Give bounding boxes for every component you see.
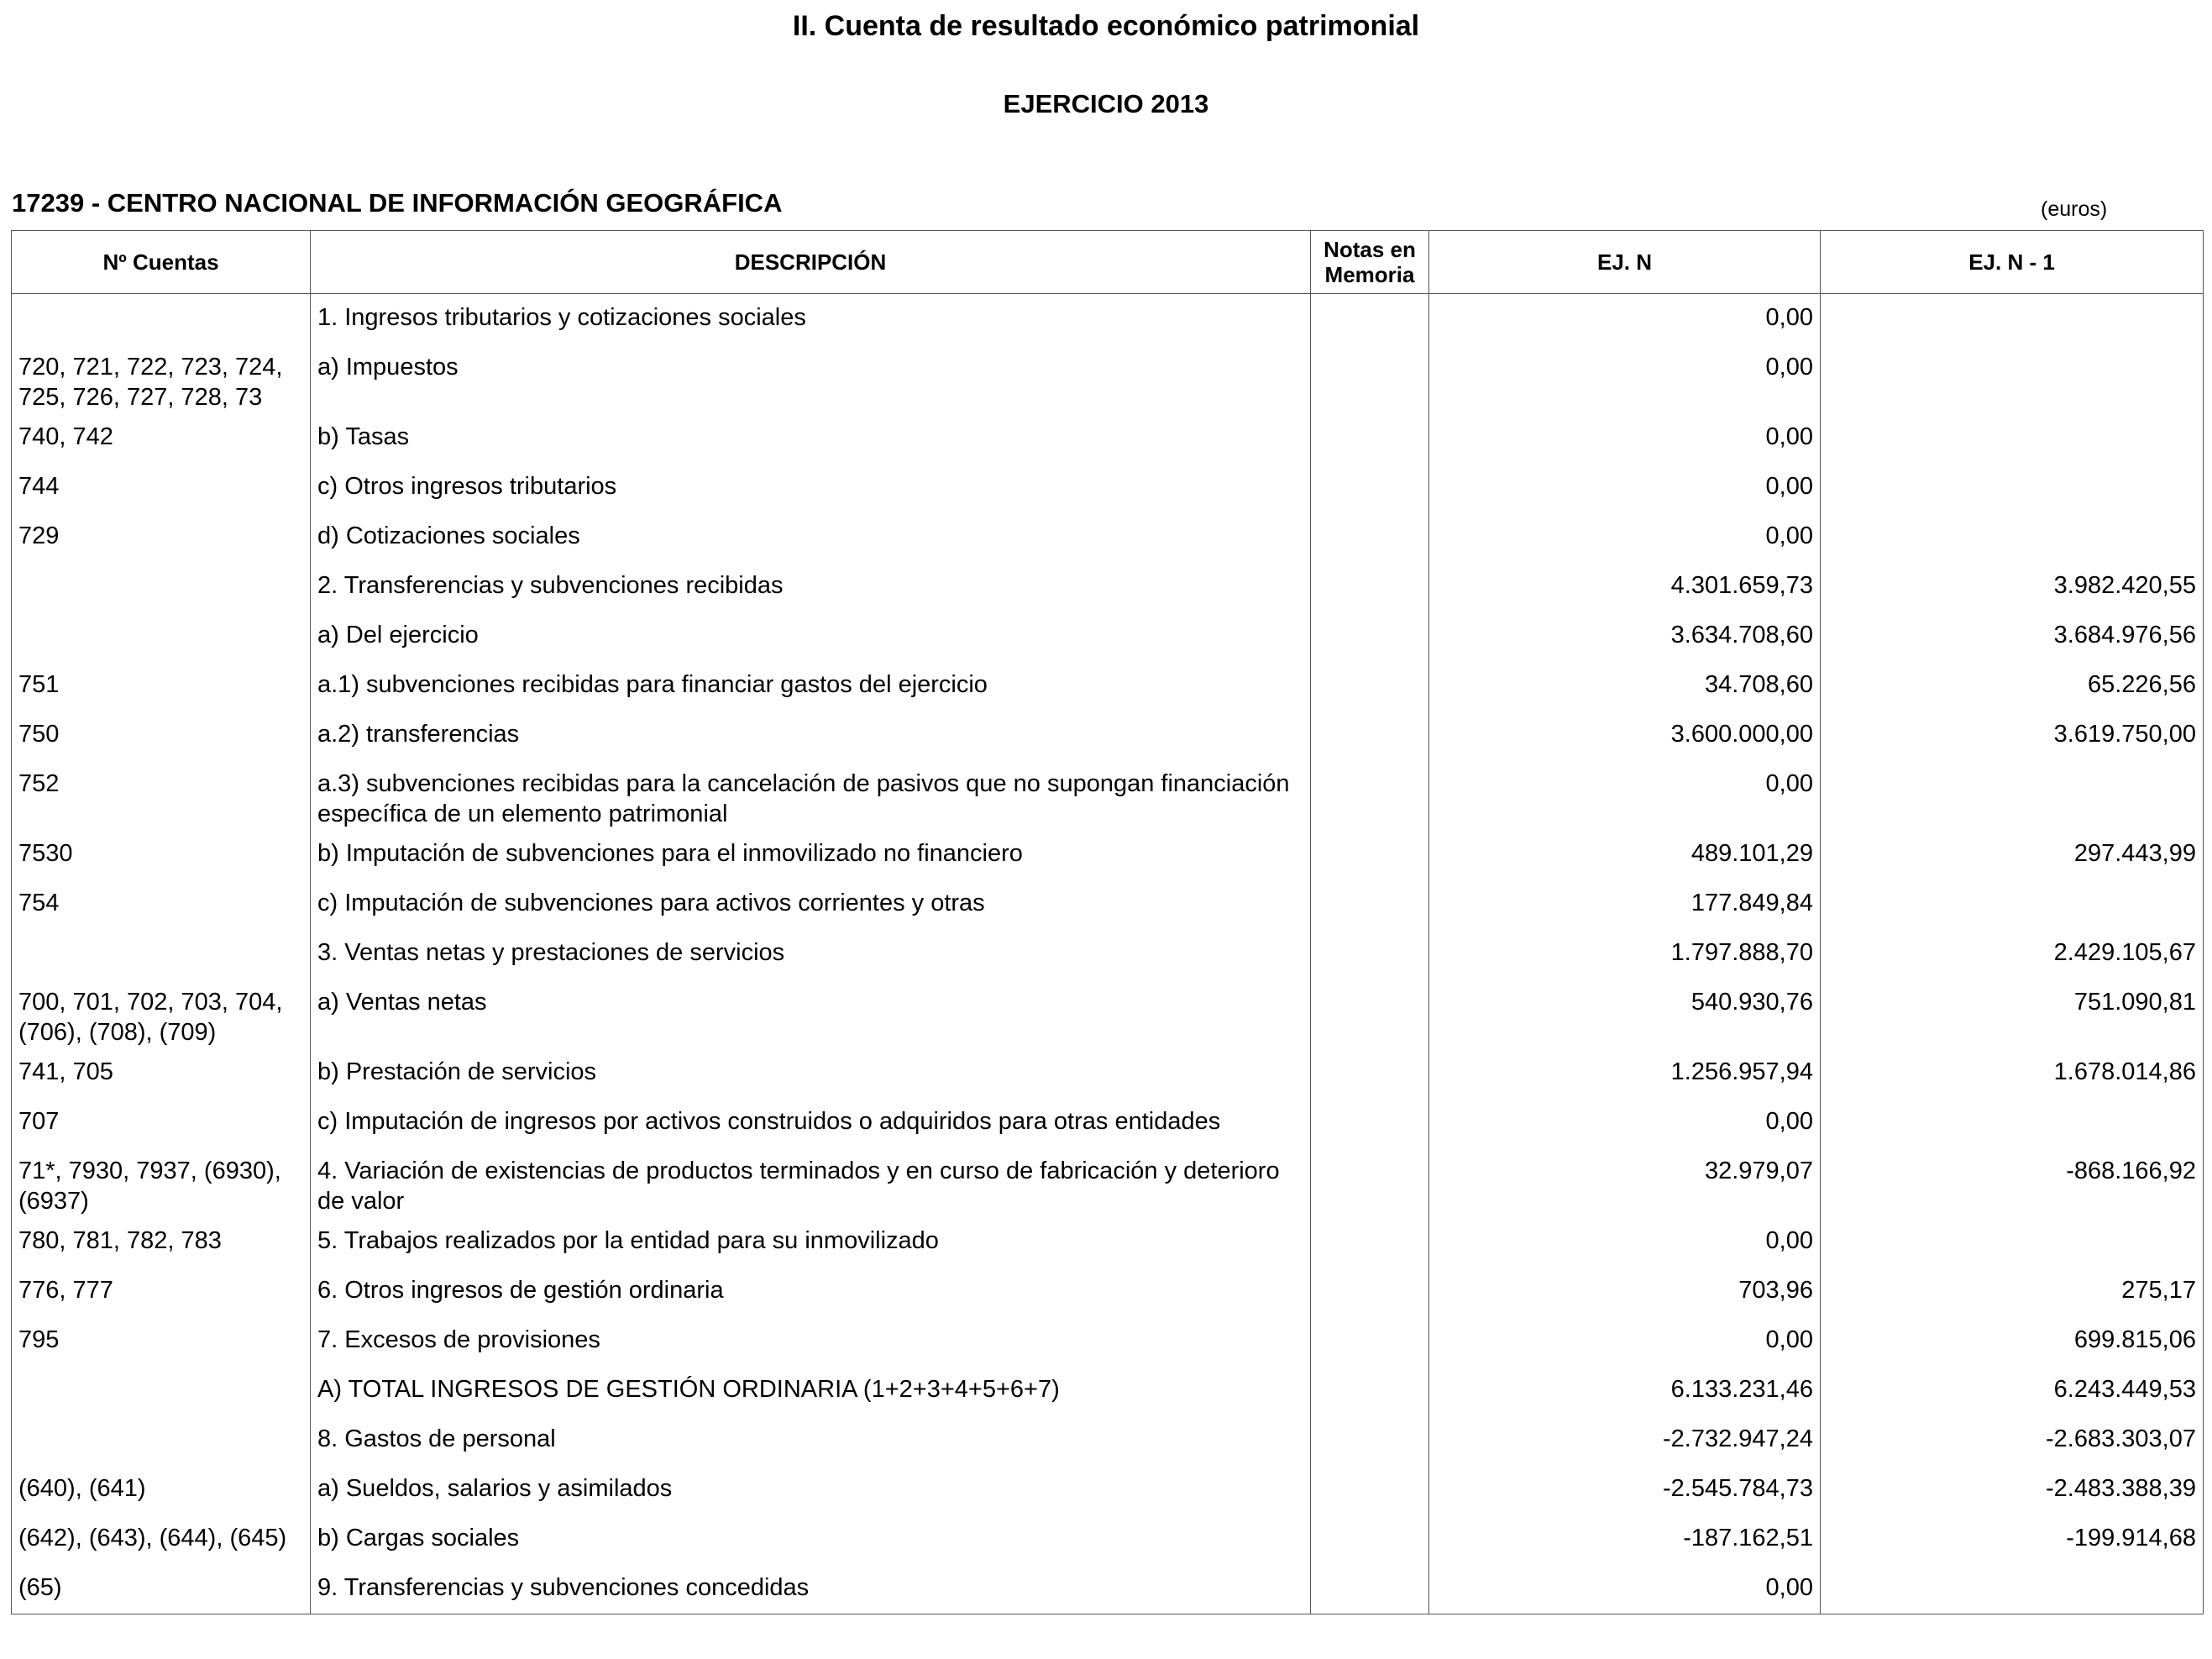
table-row xyxy=(12,465,2204,514)
current-year-amount: -2.545.784,73 xyxy=(1429,1467,1821,1516)
description-cell: 4. Variación de existencias de productos terminados y en curso de fabricación y deterioro de valor xyxy=(311,1149,1311,1219)
description-cell: c) Imputación de subvenciones para activos corrientes y otras xyxy=(311,881,1311,931)
notes-cell xyxy=(1311,1268,1429,1318)
notes-cell xyxy=(1311,345,1429,415)
entity-name: 17239 - CENTRO NACIONAL DE INFORMACIÓN GEOGRÁFICA xyxy=(12,188,783,218)
account-codes-cell: 780, 781, 782, 783 xyxy=(12,1219,311,1268)
current-year-amount: 0,00 xyxy=(1429,762,1821,832)
header-current-year: EJ. N xyxy=(1429,231,1821,294)
account-codes-cell: 700, 701, 702, 703, 704, (706), (708), (709) xyxy=(12,980,311,1050)
fiscal-year-label: EJERCICIO 2013 xyxy=(1003,89,1209,118)
notes-cell xyxy=(1311,1417,1429,1467)
current-year-amount: 0,00 xyxy=(1429,415,1821,465)
account-codes-cell: (642), (643), (644), (645) xyxy=(12,1516,311,1566)
previous-year-amount: 699.815,06 xyxy=(1821,1318,2204,1368)
table-row xyxy=(12,1318,2204,1368)
current-year-amount: 4.301.659,73 xyxy=(1429,564,1821,613)
table-row xyxy=(12,1467,2204,1516)
notes-cell xyxy=(1311,1516,1429,1566)
current-year-amount: 0,00 xyxy=(1429,514,1821,564)
account-codes-cell: 751 xyxy=(12,663,311,712)
account-codes-cell xyxy=(12,294,311,346)
table-row xyxy=(12,514,2204,564)
table-row xyxy=(12,1566,2204,1614)
table-row xyxy=(12,1516,2204,1566)
header-accounts: Nº Cuentas xyxy=(12,231,311,294)
document-title: II. Cuenta de resultado económico patrimonial xyxy=(792,10,1420,42)
previous-year-amount: 1.678.014,86 xyxy=(1821,1050,2204,1100)
previous-year-amount xyxy=(1821,881,2204,931)
table-row xyxy=(12,1368,2204,1417)
header-notes-line1: Notas en xyxy=(1324,237,1416,262)
current-year-amount: 0,00 xyxy=(1429,1566,1821,1614)
table-row xyxy=(12,1219,2204,1268)
account-codes-cell xyxy=(12,613,311,663)
description-cell: a) Ventas netas xyxy=(311,980,1311,1050)
previous-year-amount: 6.243.449,53 xyxy=(1821,1368,2204,1417)
notes-cell xyxy=(1311,881,1429,931)
previous-year-amount: -199.914,68 xyxy=(1821,1516,2204,1566)
notes-cell xyxy=(1311,415,1429,465)
current-year-amount: 1.797.888,70 xyxy=(1429,931,1821,980)
table-row xyxy=(12,1050,2204,1100)
previous-year-amount: -868.166,92 xyxy=(1821,1149,2204,1219)
notes-cell xyxy=(1311,712,1429,762)
current-year-amount: 34.708,60 xyxy=(1429,663,1821,712)
current-year-amount: 703,96 xyxy=(1429,1268,1821,1318)
current-year-amount: 489.101,29 xyxy=(1429,832,1821,881)
description-cell: b) Tasas xyxy=(311,415,1311,465)
notes-cell xyxy=(1311,931,1429,980)
description-cell: a) Del ejercicio xyxy=(311,613,1311,663)
notes-cell xyxy=(1311,1318,1429,1368)
account-codes-cell: 720, 721, 722, 723, 724, 725, 726, 727, 728, 73 xyxy=(12,345,311,415)
previous-year-amount xyxy=(1821,345,2204,415)
previous-year-amount xyxy=(1821,1100,2204,1149)
notes-cell xyxy=(1311,564,1429,613)
previous-year-amount xyxy=(1821,415,2204,465)
account-codes-cell: 754 xyxy=(12,881,311,931)
previous-year-amount xyxy=(1821,762,2204,832)
table-body xyxy=(12,294,2204,1614)
table-row xyxy=(12,832,2204,881)
notes-cell xyxy=(1311,465,1429,514)
notes-cell xyxy=(1311,1149,1429,1219)
description-cell: a) Sueldos, salarios y asimilados xyxy=(311,1467,1311,1516)
account-codes-cell: 750 xyxy=(12,712,311,762)
table-row xyxy=(12,712,2204,762)
previous-year-amount xyxy=(1821,294,2204,346)
previous-year-amount: 297.443,99 xyxy=(1821,832,2204,881)
notes-cell xyxy=(1311,832,1429,881)
account-codes-cell: 71*, 7930, 7937, (6930), (6937) xyxy=(12,1149,311,1219)
description-cell: b) Cargas sociales xyxy=(311,1516,1311,1566)
description-cell: a.1) subvenciones recibidas para financiar gastos del ejercicio xyxy=(311,663,1311,712)
account-codes-cell: 729 xyxy=(12,514,311,564)
previous-year-amount: 275,17 xyxy=(1821,1268,2204,1318)
current-year-amount: 0,00 xyxy=(1429,1100,1821,1149)
description-cell: 3. Ventas netas y prestaciones de servicios xyxy=(311,931,1311,980)
current-year-amount: 540.930,76 xyxy=(1429,980,1821,1050)
previous-year-amount xyxy=(1821,1219,2204,1268)
current-year-amount: -187.162,51 xyxy=(1429,1516,1821,1566)
table-row xyxy=(12,345,2204,415)
notes-cell xyxy=(1311,980,1429,1050)
account-codes-cell xyxy=(12,564,311,613)
currency-units: (euros) xyxy=(2041,197,2108,221)
header-notes-line2: Memoria xyxy=(1324,262,1415,287)
notes-cell xyxy=(1311,1100,1429,1149)
table-row xyxy=(12,1268,2204,1318)
table-row xyxy=(12,1149,2204,1219)
previous-year-amount: 2.429.105,67 xyxy=(1821,931,2204,980)
account-codes-cell: (640), (641) xyxy=(12,1467,311,1516)
description-cell: b) Prestación de servicios xyxy=(311,1050,1311,1100)
description-cell: 6. Otros ingresos de gestión ordinaria xyxy=(311,1268,1311,1318)
current-year-amount: 1.256.957,94 xyxy=(1429,1050,1821,1100)
description-cell: c) Imputación de ingresos por activos construidos o adquiridos para otras entidades xyxy=(311,1100,1311,1149)
table-row xyxy=(12,294,2204,346)
previous-year-amount xyxy=(1821,465,2204,514)
table-row xyxy=(12,613,2204,663)
description-cell: a) Impuestos xyxy=(311,345,1311,415)
current-year-amount: 0,00 xyxy=(1429,1318,1821,1368)
account-codes-cell: 7530 xyxy=(12,832,311,881)
current-year-amount: -2.732.947,24 xyxy=(1429,1417,1821,1467)
table-row xyxy=(12,762,2204,832)
account-codes-cell xyxy=(12,1368,311,1417)
header-previous-year: EJ. N - 1 xyxy=(1821,231,2204,294)
description-cell: a.3) subvenciones recibidas para la cancelación de pasivos que no supongan financiación específica de un elemento patrimonial xyxy=(311,762,1311,832)
notes-cell xyxy=(1311,663,1429,712)
notes-cell xyxy=(1311,1467,1429,1516)
table-header-row xyxy=(12,231,2204,294)
header-description: DESCRIPCIÓN xyxy=(311,231,1311,294)
current-year-amount: 0,00 xyxy=(1429,345,1821,415)
description-cell: 5. Trabajos realizados por la entidad para su inmovilizado xyxy=(311,1219,1311,1268)
table-row xyxy=(12,1100,2204,1149)
table-row xyxy=(12,931,2204,980)
account-codes-cell: 741, 705 xyxy=(12,1050,311,1100)
previous-year-amount xyxy=(1821,1566,2204,1614)
description-cell: c) Otros ingresos tributarios xyxy=(311,465,1311,514)
description-cell: a.2) transferencias xyxy=(311,712,1311,762)
current-year-amount: 0,00 xyxy=(1429,465,1821,514)
notes-cell xyxy=(1311,294,1429,346)
account-codes-cell: 752 xyxy=(12,762,311,832)
account-codes-cell xyxy=(12,931,311,980)
account-codes-cell: 795 xyxy=(12,1318,311,1368)
previous-year-amount: 3.619.750,00 xyxy=(1821,712,2204,762)
header-notes xyxy=(1311,231,1429,294)
notes-cell xyxy=(1311,762,1429,832)
previous-year-amount: 751.090,81 xyxy=(1821,980,2204,1050)
table-row xyxy=(12,881,2204,931)
description-cell: 8. Gastos de personal xyxy=(311,1417,1311,1467)
current-year-amount: 32.979,07 xyxy=(1429,1149,1821,1219)
previous-year-amount: -2.683.303,07 xyxy=(1821,1417,2204,1467)
current-year-amount: 3.634.708,60 xyxy=(1429,613,1821,663)
description-cell: b) Imputación de subvenciones para el inmovilizado no financiero xyxy=(311,832,1311,881)
account-codes-cell xyxy=(12,1417,311,1467)
notes-cell xyxy=(1311,1050,1429,1100)
table-row xyxy=(12,663,2204,712)
description-cell: d) Cotizaciones sociales xyxy=(311,514,1311,564)
notes-cell xyxy=(1311,514,1429,564)
previous-year-amount: 65.226,56 xyxy=(1821,663,2204,712)
previous-year-amount: 3.684.976,56 xyxy=(1821,613,2204,663)
account-codes-cell: 776, 777 xyxy=(12,1268,311,1318)
table-row xyxy=(12,1417,2204,1467)
current-year-amount: 6.133.231,46 xyxy=(1429,1368,1821,1417)
description-cell: 1. Ingresos tributarios y cotizaciones sociales xyxy=(311,294,1311,346)
account-codes-cell: 740, 742 xyxy=(12,415,311,465)
notes-cell xyxy=(1311,613,1429,663)
description-cell: 2. Transferencias y subvenciones recibidas xyxy=(311,564,1311,613)
table-row xyxy=(12,415,2204,465)
current-year-amount: 0,00 xyxy=(1429,294,1821,346)
account-codes-cell: 744 xyxy=(12,465,311,514)
previous-year-amount xyxy=(1821,514,2204,564)
description-cell: 9. Transferencias y subvenciones concedidas xyxy=(311,1566,1311,1614)
description-cell: 7. Excesos de provisiones xyxy=(311,1318,1311,1368)
previous-year-amount: -2.483.388,39 xyxy=(1821,1467,2204,1516)
income-statement-table xyxy=(11,230,2204,1614)
current-year-amount: 3.600.000,00 xyxy=(1429,712,1821,762)
notes-cell xyxy=(1311,1219,1429,1268)
table-row xyxy=(12,564,2204,613)
account-codes-cell: (65) xyxy=(12,1566,311,1614)
notes-cell xyxy=(1311,1566,1429,1614)
table-row xyxy=(12,980,2204,1050)
account-codes-cell: 707 xyxy=(12,1100,311,1149)
previous-year-amount: 3.982.420,55 xyxy=(1821,564,2204,613)
current-year-amount: 0,00 xyxy=(1429,1219,1821,1268)
current-year-amount: 177.849,84 xyxy=(1429,881,1821,931)
description-cell: A) TOTAL INGRESOS DE GESTIÓN ORDINARIA (1+2+3+4+5+6+7) xyxy=(311,1368,1311,1417)
notes-cell xyxy=(1311,1368,1429,1417)
